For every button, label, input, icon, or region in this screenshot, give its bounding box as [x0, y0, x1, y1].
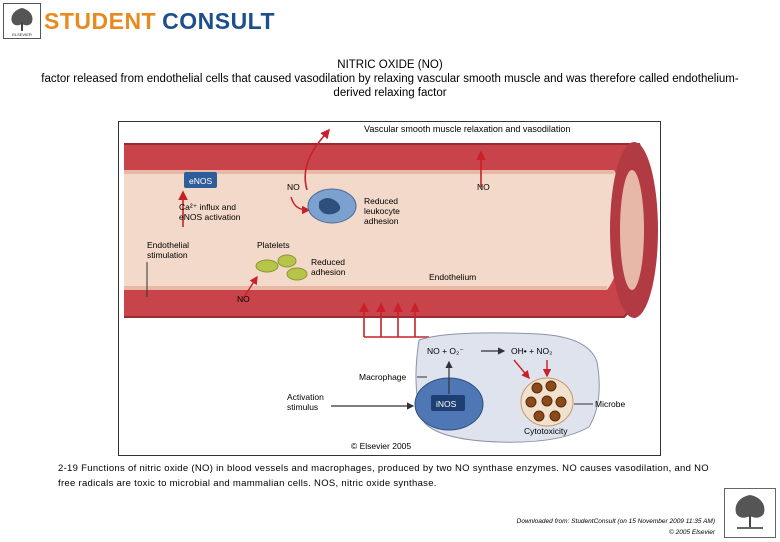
label-platelets: Platelets: [257, 240, 290, 250]
microbe-4: [542, 396, 552, 406]
microbe-1: [532, 383, 542, 393]
label-no-top-left: NO: [287, 182, 300, 192]
label-no-top-right: NO: [477, 182, 490, 192]
label-oh-no2: OH• + NO₂: [511, 346, 553, 356]
label-microbe: Microbe: [595, 399, 626, 409]
brand-word-student: STUDENT: [44, 8, 157, 34]
vessel-end-lumen: [620, 170, 644, 290]
label-reduced-adh-1: Reduced: [311, 257, 346, 267]
microbe-7: [550, 411, 560, 421]
label-endothelium: Endothelium: [429, 272, 477, 282]
microbe-2: [546, 381, 556, 391]
platelet-1: [256, 260, 278, 272]
label-inos: iNOS: [436, 399, 457, 409]
platelet-3: [287, 268, 307, 280]
label-copyright: © Elsevier 2005: [351, 441, 412, 451]
nitric-oxide-diagram: [119, 122, 660, 455]
label-reduced-leuk-2: leukocyte: [364, 206, 400, 216]
microbe-3: [526, 397, 536, 407]
label-reduced-leuk-1: Reduced: [364, 196, 399, 206]
label-activation-2: stimulus: [287, 402, 319, 412]
microbe-6: [534, 411, 544, 421]
label-reduced-adh-2: adhesion: [311, 267, 346, 277]
figure-caption: 2-19 Functions of nitric oxide (NO) in blood vessels and macrophages, produced by two NO synthase enzymes. NO causes vasodilation, and NO free radicals are toxic to microbial and mammalian cells. NOS, nitric oxide synthase.: [58, 463, 709, 489]
label-reduced-leuk-3: adhesion: [364, 216, 399, 226]
label-enos: eNOS: [189, 176, 213, 186]
slide-subtitle: factor released from endothelial cells that caused vasodilation by relaxing vascular smooth muscle and was therefore called endothelium-derived relaxing factor: [41, 73, 739, 99]
elsevier-logo-bottom: [724, 488, 776, 538]
elsevier-tree-icon-bottom: [725, 489, 775, 537]
slide-title-block: [40, 58, 740, 100]
label-cytotoxicity: Cytotoxicity: [524, 426, 568, 436]
label-ca-influx-2: eNOS activation: [179, 212, 241, 222]
label-activation-1: Activation: [287, 392, 324, 402]
brand-word-consult: CONSULT: [162, 8, 276, 34]
microbe-5: [556, 397, 566, 407]
slide-title: NITRIC OXIDE (NO): [337, 59, 443, 71]
elsevier-logo: [3, 3, 41, 39]
label-macrophage: Macrophage: [359, 372, 407, 382]
figure-illustration: [118, 121, 661, 456]
platelet-2: [278, 255, 296, 267]
label-no-plus-o2: NO + O₂⁻: [427, 346, 464, 356]
label-endothelial-stim-2: stimulation: [147, 250, 188, 260]
elsevier-label: ELSEVIER: [12, 32, 32, 37]
label-no-bottom: NO: [237, 294, 250, 304]
label-endothelial-stim-1: Endothelial: [147, 240, 190, 250]
brand-logo: [44, 8, 275, 35]
label-ca-influx-1: Ca²⁺ influx and: [179, 202, 236, 212]
footer-copyright: © 2005 Elsevier: [669, 529, 715, 536]
label-vasodilation: Vascular smooth muscle relaxation and vasodilation: [364, 124, 571, 134]
footer-download-note: Downloaded from: StudentConsult (on 15 November 2009 11:35 AM): [516, 518, 715, 525]
elsevier-tree-icon: [4, 4, 40, 38]
